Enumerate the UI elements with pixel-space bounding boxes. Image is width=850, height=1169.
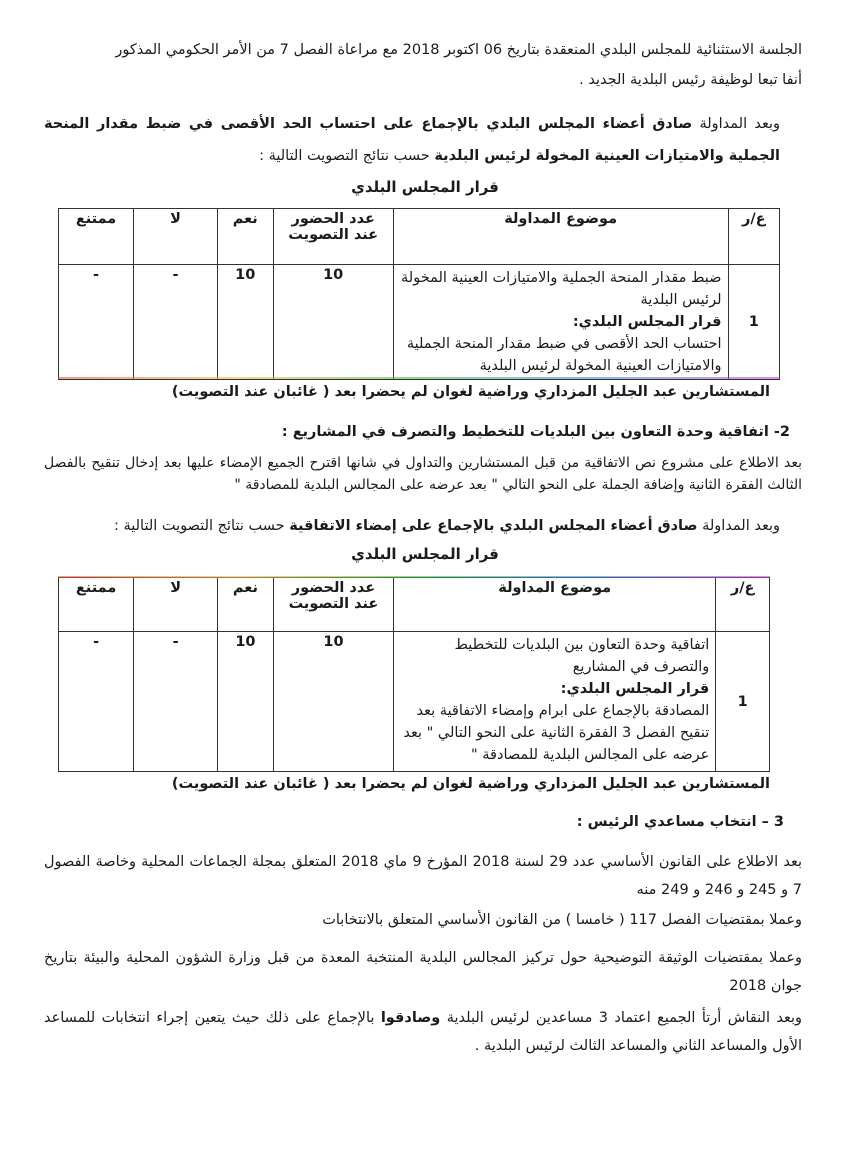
- delib-prefix-2: وبعد المداولة: [702, 518, 780, 534]
- cell-row-num: 1: [716, 632, 770, 772]
- vote-table-2: [58, 577, 770, 772]
- header-abstain: ممتنع: [59, 578, 134, 632]
- intro-line-1: الجلسة الاستثنائية للمجلس البلدي المنعقدة بتاريخ 06 اكتوبر 2018 مع مراعاة الفصل 7 من الأمر الحكومي المذكور: [115, 42, 802, 58]
- section-3-paragraph-1: بعد الاطلاع على القانون الأساسي عدد 29 لسنة 2018 المؤرخ 9 ماي 2018 المتعلق بمجلة الجماعات المحلية وخاصة الفصول 7 و 245 و 246 و 249 منه: [44, 854, 802, 898]
- table-row: [59, 265, 780, 380]
- cell-row-num: 1: [728, 265, 780, 380]
- table-header-row: [59, 578, 770, 632]
- cell-yes: 10: [217, 632, 273, 772]
- section-3-heading: 3 – انتخاب مساعدي الرئيس :: [576, 814, 784, 830]
- cell-present: 10: [273, 632, 393, 772]
- section-2-heading: 2- اتفاقية وحدة التعاون بين البلديات للتخطيط والتصرف في المشاريع :: [281, 424, 790, 440]
- header-present: عدد الحضور عند التصويت: [273, 578, 393, 632]
- cell-present: 10: [273, 265, 393, 380]
- absent-note-1: المستشارين عبد الجليل المزداري وراضية لغوان لم يحضرا بعد ( غائبان عند التصويت): [171, 384, 770, 400]
- header-yes: نعم: [217, 578, 273, 632]
- section-2-paragraph: بعد الاطلاع على مشروع نص الاتفاقية من قبل المستشارين والتداول في شانها اقترح الجميع الإمضاء عليها بعد إدخال تنقيح بالفصل الثالث الفقرة الثانية وإضافة الجملة على النحو التالي " بعد عرضه على المجالس البلدية للمصادقة ": [44, 455, 802, 493]
- header-num: ع/ر: [716, 578, 770, 632]
- cell-subject: [393, 265, 728, 380]
- header-no: لا: [134, 209, 218, 265]
- para4-part-b: بالإجماع على ذلك حيث يتعين إجراء انتخابات للمساعد الأول والمساعد الثاني والمساعد الثالث لرئيس البلدية .: [44, 1010, 802, 1054]
- decision-label: قرار المجلس البلدي:: [560, 681, 710, 697]
- decision-text: احتساب الحد الأقصى في ضبط مقدار المنحة الجملية والامتيازات العينية المخولة لرئيس البلدية: [406, 336, 722, 374]
- deliberation-paragraph-2: [44, 512, 780, 540]
- table-header-row: [59, 209, 780, 265]
- deliberation-paragraph-1: [44, 108, 780, 172]
- decision-label: قرار المجلس البلدي:: [572, 314, 722, 330]
- scan-color-line-2: [58, 576, 770, 578]
- subject-text: ضبط مقدار المنحة الجملية والامتيازات العينية المخولة لرئيس البلدية: [401, 270, 722, 308]
- section-3-paragraph-2: وعملا بمقتضيات الفصل 117 ( خامسا ) من القانون الأساسي المتعلق بالانتخابات: [322, 912, 802, 928]
- section-3-paragraph-3: وعملا بمقتضيات الوثيقة التوضيحية حول تركيز المجالس البلدية المنتخبة المعدة من قبل وزارة الشؤون المحلية والبيئة بتاريخ جوان 2018: [44, 950, 802, 994]
- decision-text: المصادقة بالإجماع على ابرام وإمضاء الاتفاقية بعد تنقيح الفصل 3 الفقرة الثانية على النحو التالي " بعد عرضه على المجالس البلدية للمصادقة ": [403, 703, 710, 763]
- delib-suffix-1: حسب نتائج التصويت التالية :: [259, 148, 430, 164]
- subject-text: اتفاقية وحدة التعاون بين البلديات للتخطيط والتصرف في المشاريع: [454, 637, 710, 675]
- intro-paragraph: [44, 36, 802, 94]
- cell-no: -: [134, 632, 218, 772]
- intro-line-2: أنفا تبعا لوظيفة رئيس البلدية الجديد .: [579, 72, 802, 88]
- header-subject: موضوع المداولة: [393, 209, 728, 265]
- decision-title-2: قرار المجلس البلدي: [351, 545, 499, 563]
- header-yes: نعم: [217, 209, 273, 265]
- vote-table-1: [58, 208, 780, 380]
- header-no: لا: [134, 578, 218, 632]
- header-present: عدد الحضور عند التصويت: [273, 209, 393, 265]
- cell-abstain: -: [59, 632, 134, 772]
- absent-note-2: المستشارين عبد الجليل المزداري وراضية لغوان لم يحضرا بعد ( غائبان عند التصويت): [171, 776, 770, 792]
- table-row: [59, 632, 770, 772]
- header-subject: موضوع المداولة: [394, 578, 716, 632]
- para4-part-a: وبعد النقاش أرتأ الجميع اعتماد 3 مساعدين لرئيس البلدية: [446, 1010, 803, 1026]
- cell-no: -: [134, 265, 218, 380]
- cell-yes: 10: [217, 265, 273, 380]
- delib-bold-1: صادق أعضاء المجلس البلدي بالإجماع على احتساب الحد الأقصى في ضبط مقدار المنحة الجملية والامتيازات العينية المخولة لرئيس البلدية: [44, 116, 780, 164]
- cell-subject: [394, 632, 716, 772]
- delib-suffix-2: حسب نتائج التصويت التالية :: [113, 518, 285, 534]
- delib-prefix-1: وبعد المداولة: [699, 116, 780, 132]
- para4-bold: وصادقوا: [380, 1010, 441, 1026]
- decision-title-1: قرار المجلس البلدي: [351, 178, 499, 196]
- section-3-paragraph-4: [44, 1004, 802, 1060]
- header-abstain: ممتنع: [59, 209, 134, 265]
- cell-abstain: -: [59, 265, 134, 380]
- header-num: ع/ر: [728, 209, 780, 265]
- delib-bold-2: صادق أعضاء المجلس البلدي بالإجماع على إمضاء الاتفاقية: [289, 518, 698, 534]
